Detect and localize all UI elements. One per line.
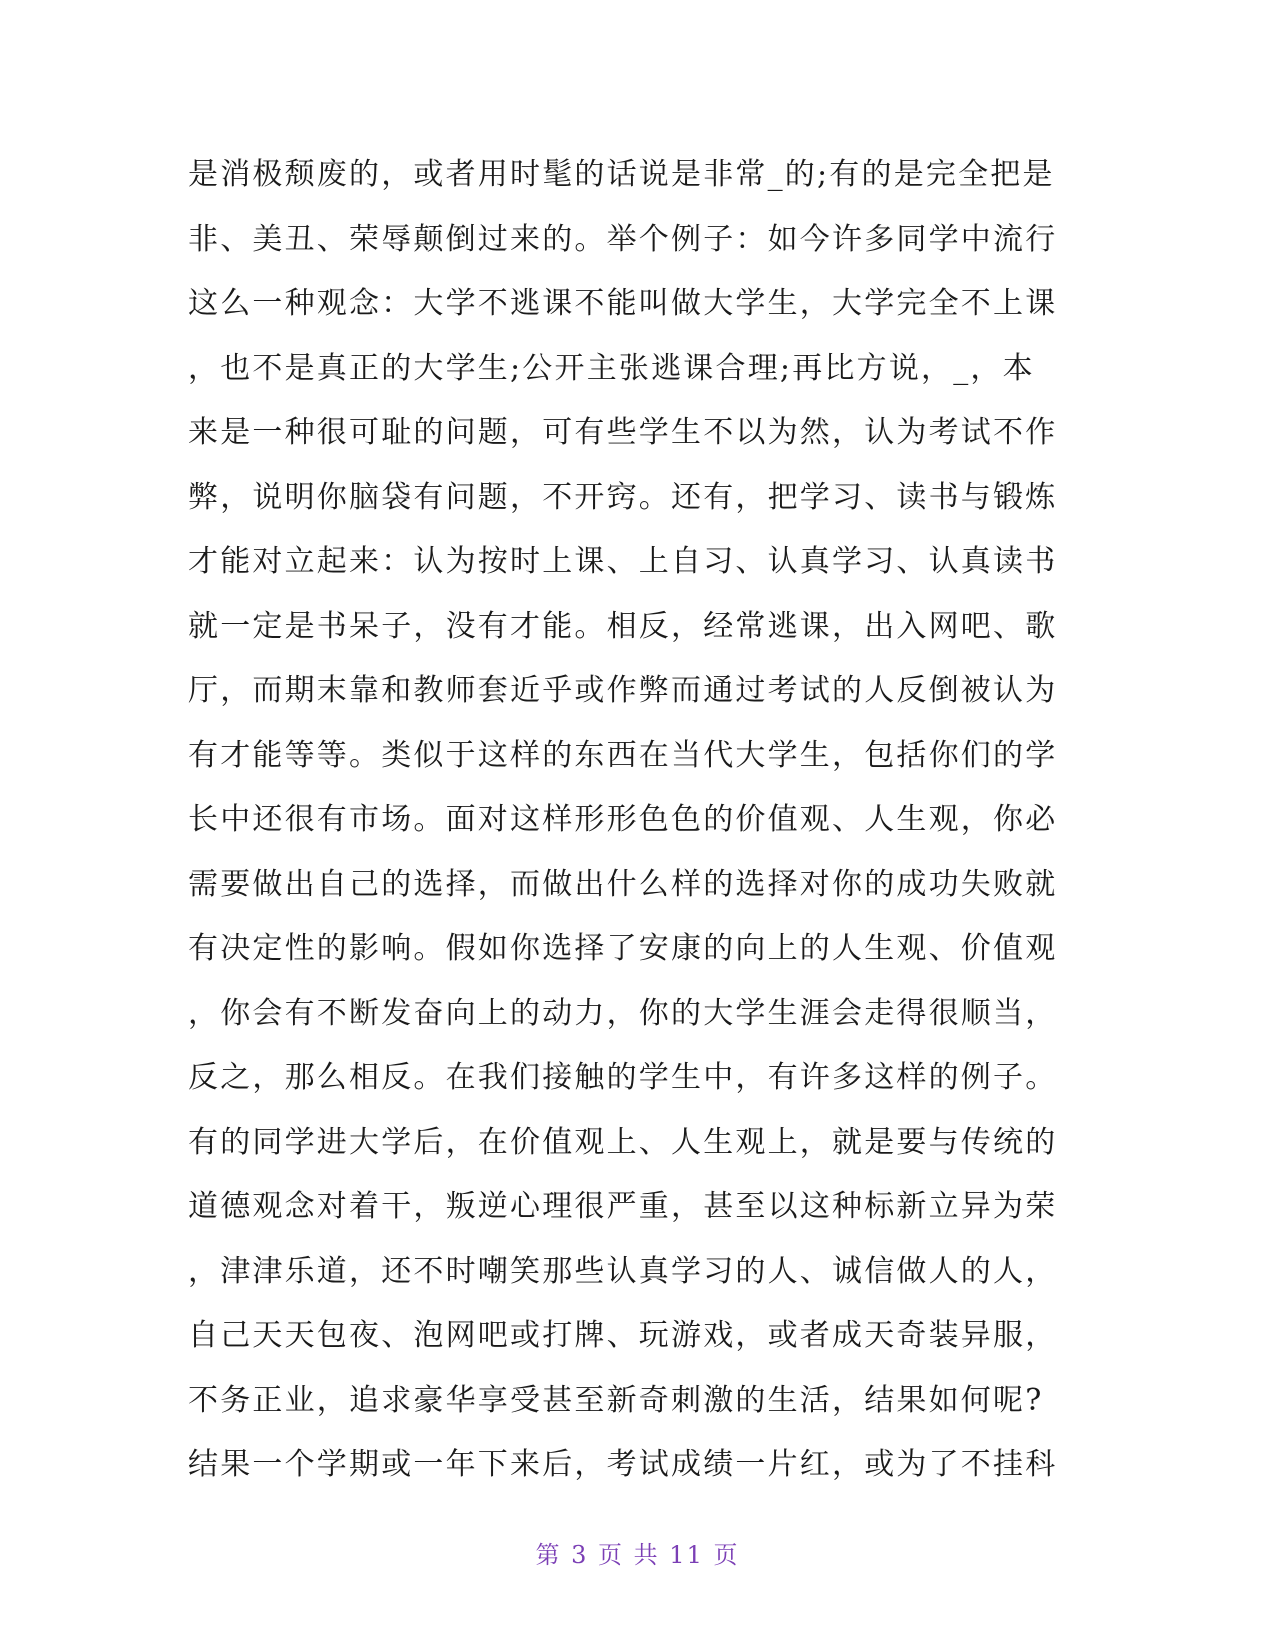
text-line: 有决定性的影响。假如你选择了安康的向上的人生观、价值观 xyxy=(188,931,1058,966)
text-line: ，也不是真正的大学生;公开主张逃课合理;再比方说，_，本 xyxy=(188,350,1035,386)
body-text xyxy=(188,143,1088,1498)
text-line: 自己天天包夜、泡网吧或打牌、玩游戏，或者成天奇装异服， xyxy=(188,1318,1058,1353)
page-number-footer: 第 3 页 共 11 页 xyxy=(535,1541,740,1569)
text-line: 结果一个学期或一年下来后，考试成绩一片红，或为了不挂科 xyxy=(188,1447,1058,1482)
text-line: 长中还很有市场。面对这样形形色色的价值观、人生观，你必 xyxy=(188,802,1058,837)
text-line: 非、美丑、荣辱颠倒过来的。举个例子：如今许多同学中流行 xyxy=(188,221,1058,257)
text-line: 需要做出自己的选择，而做出什么样的选择对你的成功失败就 xyxy=(188,866,1058,902)
text-line: 不务正业，追求豪华享受甚至新奇刺激的生活，结果如何呢? xyxy=(188,1382,1044,1418)
text-line: ，津津乐道，还不时嘲笑那些认真学习的人、诚信做人的人， xyxy=(188,1253,1058,1289)
text-line: 厅，而期末靠和教师套近乎或作弊而通过考试的人反倒被认为 xyxy=(188,673,1058,708)
text-line: 才能对立起来：认为按时上课、上自习、认真学习、认真读书 xyxy=(188,544,1058,579)
text-line: 是消极颓废的，或者用时髦的话说是非常_的;有的是完全把是 xyxy=(188,157,1055,192)
text-line: 有的同学进大学后，在价值观上、人生观上，就是要与传统的 xyxy=(188,1124,1058,1160)
text-line: 道德观念对着干，叛逆心理很严重，甚至以这种标新立异为荣 xyxy=(188,1189,1058,1224)
text-line: 反之，那么相反。在我们接触的学生中，有许多这样的例子。 xyxy=(188,1060,1058,1095)
text-line: 弊，说明你脑袋有问题，不开窍。还有，把学习、读书与锻炼 xyxy=(188,479,1058,515)
text-line: ，你会有不断发奋向上的动力，你的大学生涯会走得很顺当， xyxy=(188,995,1058,1031)
text-line: 有才能等等。类似于这样的东西在当代大学生，包括你们的学 xyxy=(188,737,1058,773)
text-line: 这么一种观念：大学不逃课不能叫做大学生，大学完全不上课 xyxy=(188,286,1058,321)
text-line: 来是一种很可耻的问题，可有些学生不以为然，认为考试不作 xyxy=(188,415,1058,450)
text-line: 就一定是书呆子，没有才能。相反，经常逃课，出入网吧、歌 xyxy=(188,608,1058,644)
